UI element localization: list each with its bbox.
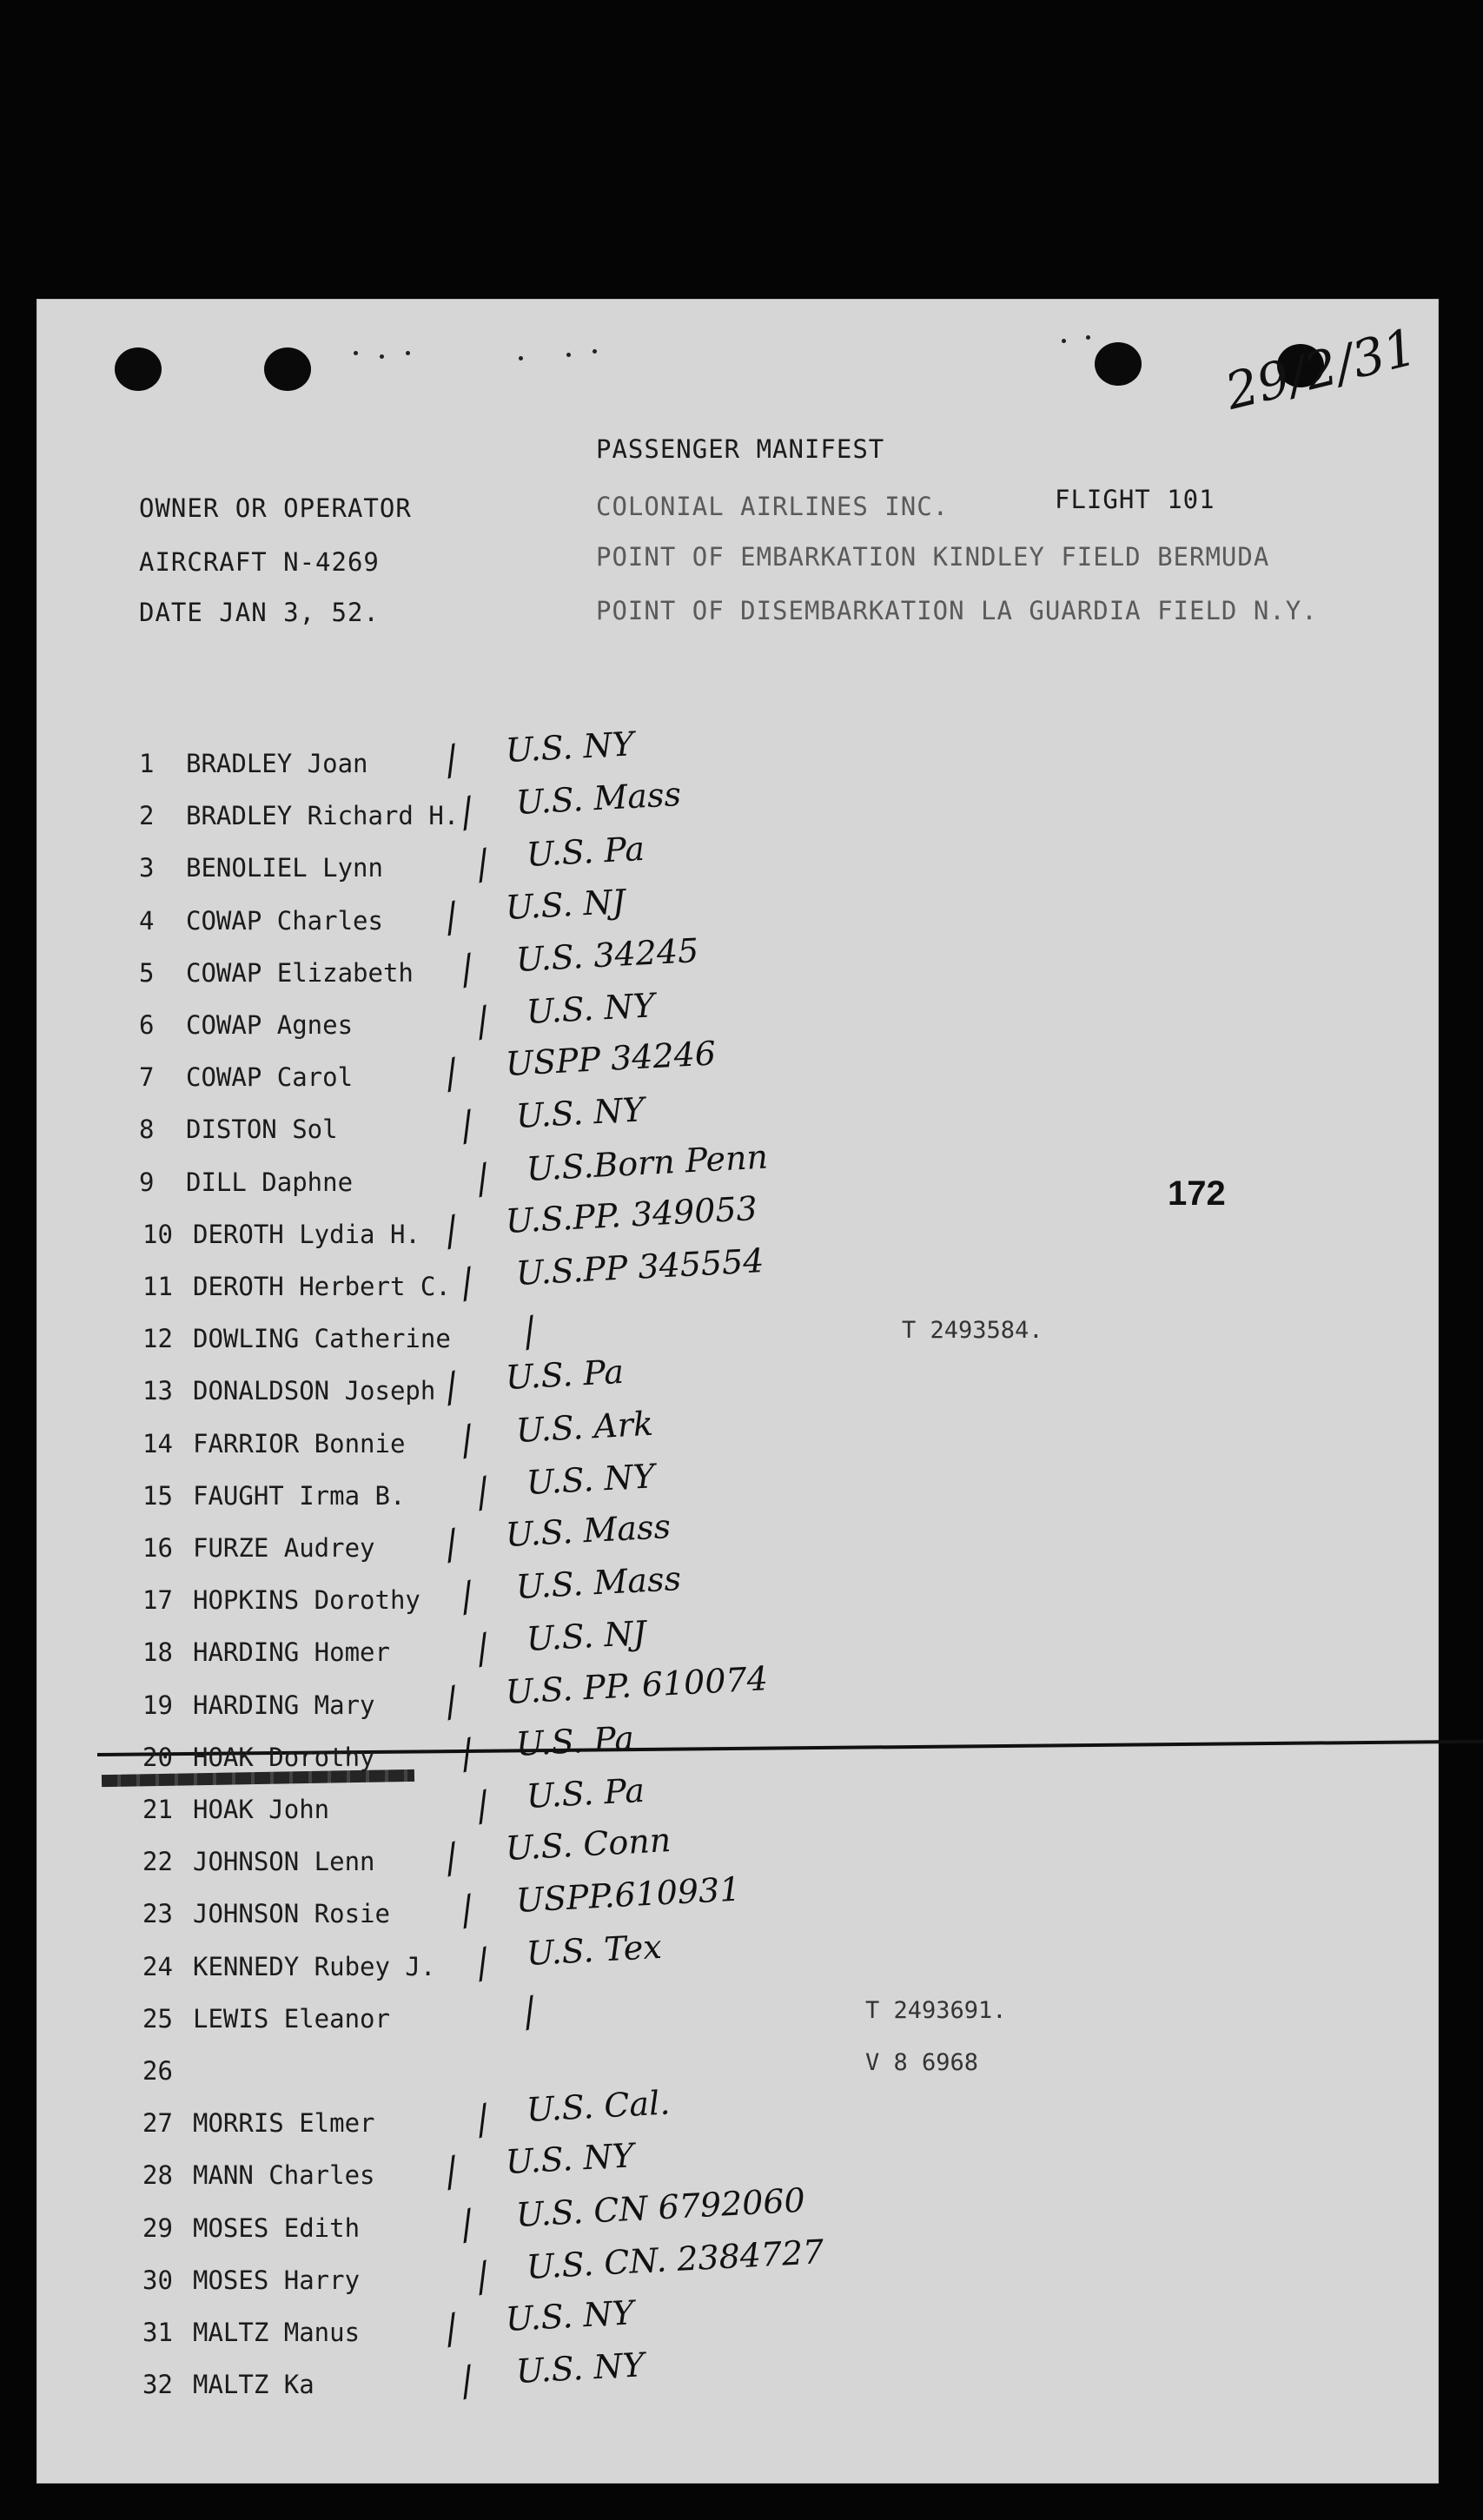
handwritten-note: U.S. NY: [525, 986, 656, 1031]
check-mark: /: [468, 2253, 497, 2300]
passenger-number: 23: [142, 1899, 173, 1929]
passenger-name: HOPKINS Dorothy: [193, 1585, 420, 1616]
passenger-number: 31: [142, 2318, 173, 2347]
handwritten-note: USPP 34246: [504, 1034, 717, 1084]
passenger-row: [36, 1457, 1439, 1533]
passenger-name: DISTON Sol: [186, 1114, 338, 1145]
passenger-row: [36, 2049, 1439, 2108]
speck: [1086, 335, 1090, 340]
passenger-row: [36, 1869, 1439, 1951]
passenger-name: COWAP Agnes: [186, 1010, 354, 1040]
handwritten-note: U.S. CN 6792060: [514, 2180, 806, 2234]
handwritten-note: U.S. NY: [514, 2345, 646, 2391]
passenger-number: 26: [142, 2056, 173, 2086]
handwritten-note: U.S. 34245: [514, 930, 700, 979]
check-mark: /: [437, 2306, 466, 2352]
passenger-name: DEROTH Herbert C.: [193, 1272, 451, 1301]
check-mark: /: [468, 842, 497, 889]
passenger-name: HARDING Mary: [193, 1690, 375, 1720]
passenger-number: 7: [139, 1062, 155, 1093]
aircraft-id: AIRCRAFT N-4269: [139, 547, 380, 577]
handwritten-note: U.S. CN. 2384727: [525, 2232, 825, 2286]
check-mark: /: [453, 1574, 481, 1621]
speck: [1062, 339, 1066, 343]
passenger-name: COWAP Charles: [186, 905, 383, 936]
passenger-name: HARDING Homer: [193, 1637, 390, 1668]
check-mark: /: [453, 2358, 481, 2405]
passenger-name: BRADLEY Joan: [186, 749, 368, 778]
corner-note: 29/2/31: [1219, 316, 1423, 421]
passenger-number: 18: [142, 1637, 173, 1668]
passenger-number: 28: [142, 2160, 173, 2191]
handwritten-note: U.S. Pa: [525, 830, 646, 875]
passenger-row: [36, 1718, 1439, 1795]
manifest-sheet: [36, 299, 1439, 2484]
check-mark: /: [437, 1835, 466, 1882]
passenger-number: 32: [142, 2370, 173, 2400]
passenger-number: 21: [142, 1795, 173, 1824]
passenger-number: 19: [142, 1690, 173, 1720]
passenger-number: 17: [142, 1585, 173, 1616]
passenger-number: 6: [139, 1010, 155, 1040]
passenger-name: HOAK John: [193, 1795, 330, 1824]
handwritten-note: U.S.Born Penn: [525, 1137, 769, 1188]
passenger-row: [36, 2083, 1439, 2160]
passenger-row: [36, 2345, 1439, 2422]
handwritten-note: U.S. Pa: [504, 1353, 625, 1398]
passenger-number: 2: [139, 801, 155, 831]
handwritten-note: U.S. NY: [525, 1457, 656, 1502]
passenger-number: 12: [142, 1324, 173, 1354]
check-mark: /: [453, 1417, 481, 1464]
manifest-title: PASSENGER MANIFEST: [596, 434, 885, 464]
handwritten-note: U.S.PP 345554: [514, 1241, 765, 1293]
punch-hole: [1095, 342, 1142, 386]
passenger-number: 9: [139, 1167, 155, 1197]
handwritten-note: U.S. NY: [504, 2293, 635, 2338]
passenger-name: MORRIS Elmer: [193, 2108, 375, 2139]
point-of-embarkation: POINT OF EMBARKATION KINDLEY FIELD BERMUDA: [596, 542, 1270, 572]
handwritten-note: U.S. Mass: [514, 1559, 682, 1607]
handwritten-note: U.S. NY: [504, 2136, 635, 2182]
passenger-row: [36, 930, 1439, 1010]
check-mark: /: [468, 1469, 497, 1516]
handwritten-note: U.S. NY: [504, 724, 635, 770]
check-mark: /: [515, 1309, 544, 1356]
passenger-name: BENOLIEL Lynn: [186, 853, 383, 883]
speck: [354, 351, 358, 355]
handwritten-note: U.S. Cal.: [525, 2083, 672, 2130]
passenger-number: 1: [139, 749, 155, 778]
passenger-name: DEROTH Lydia H.: [193, 1219, 420, 1249]
ticket-number: T 2493691.: [865, 1996, 1007, 2024]
check-mark: /: [437, 1365, 466, 1412]
check-mark: /: [468, 1626, 497, 1673]
ticket-number: T 2493584.: [902, 1317, 1043, 1345]
passenger-number: 27: [142, 2108, 173, 2139]
passenger-number: 29: [142, 2212, 173, 2243]
passenger-number: 5: [139, 957, 155, 988]
passenger-number: 24: [142, 1951, 173, 1981]
passenger-number: 20: [142, 1742, 173, 1772]
check-mark: /: [437, 1207, 466, 1254]
handwritten-note: U.S.PP. 349053: [504, 1188, 758, 1240]
check-mark: /: [437, 894, 466, 941]
passenger-number: 3: [139, 853, 155, 883]
passenger-number: 14: [142, 1428, 173, 1458]
passenger-name: MALTZ Manus: [193, 2318, 361, 2347]
check-mark: /: [453, 1730, 481, 1777]
passenger-row: [36, 1241, 1439, 1324]
passenger-name: MOSES Edith: [193, 2212, 361, 2243]
passenger-number: 30: [142, 2265, 173, 2295]
check-mark: /: [453, 1888, 481, 1935]
speck: [380, 354, 384, 359]
check-mark: /: [437, 1522, 466, 1568]
passenger-name: JOHNSON Lenn: [193, 1847, 375, 1877]
passenger-name: JOHNSON Rosie: [193, 1899, 390, 1929]
passenger-row: [36, 1770, 1439, 1847]
passenger-row: [36, 882, 1439, 958]
passenger-name: FAUGHT Irma B.: [193, 1480, 406, 1511]
passenger-row: [36, 1988, 1439, 2056]
passenger-row: [36, 2293, 1439, 2370]
check-mark: /: [437, 1678, 466, 1725]
handwritten-note: U.S. Ark: [514, 1404, 655, 1450]
check-mark: /: [437, 737, 466, 784]
point-of-disembarkation: POINT OF DISEMBARKATION LA GUARDIA FIELD N.Y.: [596, 596, 1318, 625]
passenger-row: [36, 1404, 1439, 1481]
speck: [406, 351, 410, 355]
handwritten-note: U.S. NJ: [504, 882, 626, 927]
passenger-number: 8: [139, 1114, 155, 1145]
check-mark: /: [515, 1988, 544, 2035]
passenger-row: [36, 775, 1439, 853]
passenger-row: [36, 1309, 1439, 1376]
passenger-name: DILL Daphne: [186, 1167, 354, 1197]
passenger-number: 25: [142, 2003, 173, 2034]
check-mark: /: [453, 2201, 481, 2248]
check-mark: /: [453, 790, 481, 837]
manifest-date: DATE JAN 3, 52.: [139, 598, 380, 627]
check-mark: /: [453, 1103, 481, 1150]
handwritten-note: USPP.610931: [514, 1869, 742, 1921]
handwritten-note: U.S. NJ: [525, 1614, 647, 1659]
passenger-row: [36, 1034, 1439, 1114]
passenger-name: FARRIOR Bonnie: [193, 1428, 406, 1458]
passenger-name: COWAP Carol: [186, 1062, 354, 1093]
speck: [593, 349, 597, 354]
check-mark: /: [453, 1260, 481, 1306]
passenger-name: MOSES Harry: [193, 2265, 361, 2295]
operator-name: COLONIAL AIRLINES INC.: [596, 492, 950, 521]
check-mark: /: [468, 1155, 497, 1202]
passenger-name: FURZE Audrey: [193, 1533, 375, 1563]
handwritten-note: U.S. NY: [514, 1090, 646, 1136]
punch-hole: [115, 347, 162, 391]
punch-hole: [264, 347, 311, 391]
passenger-number: 16: [142, 1533, 173, 1563]
handwritten-note: U.S. PP. 610074: [504, 1658, 769, 1711]
check-mark: /: [468, 2097, 497, 2144]
passenger-number: 4: [139, 905, 155, 936]
passenger-name: COWAP Elizabeth: [186, 957, 414, 988]
passenger-row: [36, 724, 1439, 801]
check-mark: /: [468, 1783, 497, 1829]
check-mark: /: [468, 1940, 497, 1987]
passenger-name: DONALDSON Joseph: [193, 1376, 436, 1406]
passenger-row: [36, 986, 1439, 1062]
passenger-number: 13: [142, 1376, 173, 1406]
speck: [566, 353, 571, 357]
passenger-row: [36, 1658, 1439, 1743]
passenger-number: 11: [142, 1272, 173, 1301]
passenger-name: BRADLEY Richard H.: [186, 801, 460, 831]
handwritten-note: U.S. Conn: [504, 1821, 672, 1869]
check-mark: /: [437, 1051, 466, 1098]
handwritten-note: U.S. Pa: [525, 1770, 646, 1816]
handwritten-note: U.S. Mass: [504, 1507, 672, 1554]
passenger-name: LEWIS Eleanor: [193, 2003, 390, 2034]
passenger-number: 15: [142, 1480, 173, 1511]
passenger-name: KENNEDY Rubey J.: [193, 1951, 436, 1981]
passenger-number: 22: [142, 1847, 173, 1877]
passenger-number: 10: [142, 1219, 173, 1249]
handwritten-note: U.S. Tex: [525, 1927, 663, 1973]
handwritten-note: U.S. Mass: [514, 775, 682, 823]
passenger-row: [36, 1507, 1439, 1585]
passenger-row: [36, 2232, 1439, 2318]
ticket-number: V 8 6968: [865, 2049, 979, 2076]
passenger-row: [36, 830, 1439, 905]
check-mark: /: [437, 2149, 466, 2196]
speck: [519, 356, 523, 360]
passenger-row: [36, 1559, 1439, 1637]
handwritten-note: U.S. Pa: [514, 1718, 635, 1763]
passenger-name: MALTZ Ka: [193, 2370, 314, 2400]
passenger-name: HOAK Dorothy: [193, 1742, 375, 1772]
passenger-name: MANN Charles: [193, 2160, 375, 2191]
flight-number: FLIGHT 101: [1055, 485, 1215, 514]
check-mark: /: [453, 946, 481, 993]
passenger-row: [36, 1927, 1439, 2004]
check-mark: /: [468, 999, 497, 1045]
owner-label: OWNER OR OPERATOR: [139, 493, 412, 523]
passenger-row: [36, 1353, 1439, 1428]
passenger-name: DOWLING Catherine: [193, 1324, 451, 1354]
page-number: 172: [1168, 1174, 1226, 1213]
